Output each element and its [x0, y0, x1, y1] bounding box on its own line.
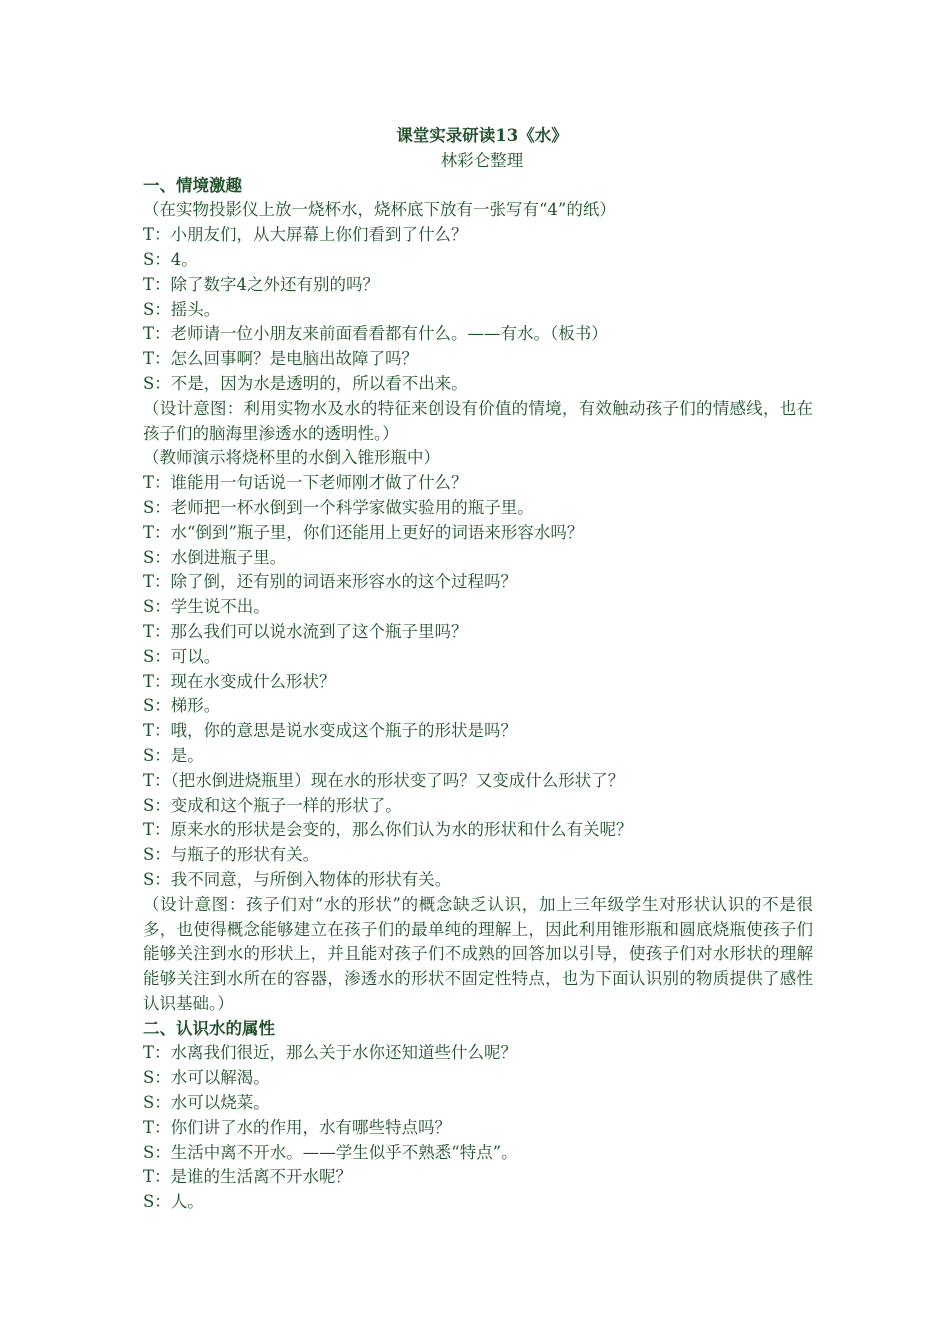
section-heading-1: 一、情境激趣 [143, 175, 242, 195]
design-intent-note: （设计意图：孩子们对“水的形状”的概念缺乏认识，加上三年级学生对形状认识的不是很多，也使得概念能够建立在孩子们的最单纯的理解上，因此利用锥形瓶和圆底烧瓶使孩子们能够关注到水的形状上，并且能对孩子们不成熟的回答加以引导，使孩子们对水形状的理解能够关注到水所在的容器，渗透水的形状不固定性特点，也为下面认识别的物质提供了感性认识基础。） [143, 894, 813, 1013]
dialogue-line: T：那么我们可以说水流到了这个瓶子里吗？ [143, 621, 468, 641]
dialogue-line: S：梯形。 [143, 696, 221, 716]
dialogue-line: S：与瓶子的形状有关。 [143, 845, 320, 865]
document-author: 林彩仑整理 [440, 150, 524, 170]
dialogue-line: S：生活中离不开水。——学生似乎不熟悉“特点”。 [143, 1142, 518, 1162]
dialogue-line: T：（把水倒进烧瓶里）现在水的形状变了吗？又变成什么形状了？ [143, 770, 625, 790]
dialogue-line: T：怎么回事啊？是电脑出故障了吗？ [143, 349, 419, 369]
dialogue-line: S：我不同意，与所倒入物体的形状有关。 [143, 869, 452, 889]
dialogue-line: T：现在水变成什么形状？ [143, 671, 336, 691]
dialogue-line: T：是谁的生活离不开水呢？ [143, 1167, 353, 1187]
dialogue-line: S：水可以解渴。 [143, 1068, 270, 1088]
design-intent-note: （设计意图：利用实物水及水的特征来创设有价值的情境，有效触动孩子们的情感线，也在孩子们的脑海里渗透水的透明性。） [143, 398, 813, 443]
stage-direction: （教师演示将烧杯里的水倒入锥形瓶中） [143, 448, 440, 468]
document-title: 课堂实录研读13《水》 [396, 126, 568, 145]
dialogue-line: T：老师请一位小朋友来前面看看都有什么。——有水。（板书） [143, 324, 608, 344]
dialogue-line: S：学生说不出。 [143, 597, 270, 617]
dialogue-line: （在实物投影仪上放一烧杯水，烧杯底下放有一张写有“4”的纸） [143, 200, 616, 220]
dialogue-line: S：可以。 [143, 646, 221, 666]
dialogue-line: S：4。 [143, 249, 198, 269]
dialogue-line: S：变成和这个瓶子一样的形状了。 [143, 795, 402, 815]
dialogue-line: T：小朋友们，从大屏幕上你们看到了什么？ [143, 225, 468, 245]
section-heading-2: 二、认识水的属性 [143, 1018, 275, 1038]
dialogue-line: S：老师把一杯水倒到一个科学家做实验用的瓶子里。 [143, 497, 534, 517]
dialogue-line: T：谁能用一句话说一下老师刚才做了什么？ [143, 473, 468, 493]
dialogue-line: T：除了倒，还有别的词语来形容水的这个过程吗？ [143, 572, 518, 592]
dialogue-line: T：水离我们很近，那么关于水你还知道些什么呢？ [143, 1043, 518, 1063]
dialogue-line: S：人。 [143, 1192, 204, 1212]
dialogue-line: T：你们讲了水的作用，水有哪些特点吗？ [143, 1117, 452, 1137]
dialogue-line: T：除了数字4之外还有别的吗？ [143, 274, 380, 294]
dialogue-line: T：水“倒到”瓶子里，你们还能用上更好的词语来形容水吗？ [143, 522, 584, 542]
document-body [143, 124, 813, 1215]
dialogue-line: S：水倒进瓶子里。 [143, 547, 287, 567]
dialogue-line: S：是。 [143, 745, 204, 765]
dialogue-line: S：水可以烧菜。 [143, 1093, 270, 1113]
dialogue-line: S：摇头。 [143, 299, 221, 319]
dialogue-line: T：原来水的形状是会变的，那么你们认为水的形状和什么有关呢？ [143, 820, 633, 840]
dialogue-line: S：不是，因为水是透明的，所以看不出来。 [143, 373, 468, 393]
dialogue-line: T：哦，你的意思是说水变成这个瓶子的形状是吗？ [143, 721, 518, 741]
